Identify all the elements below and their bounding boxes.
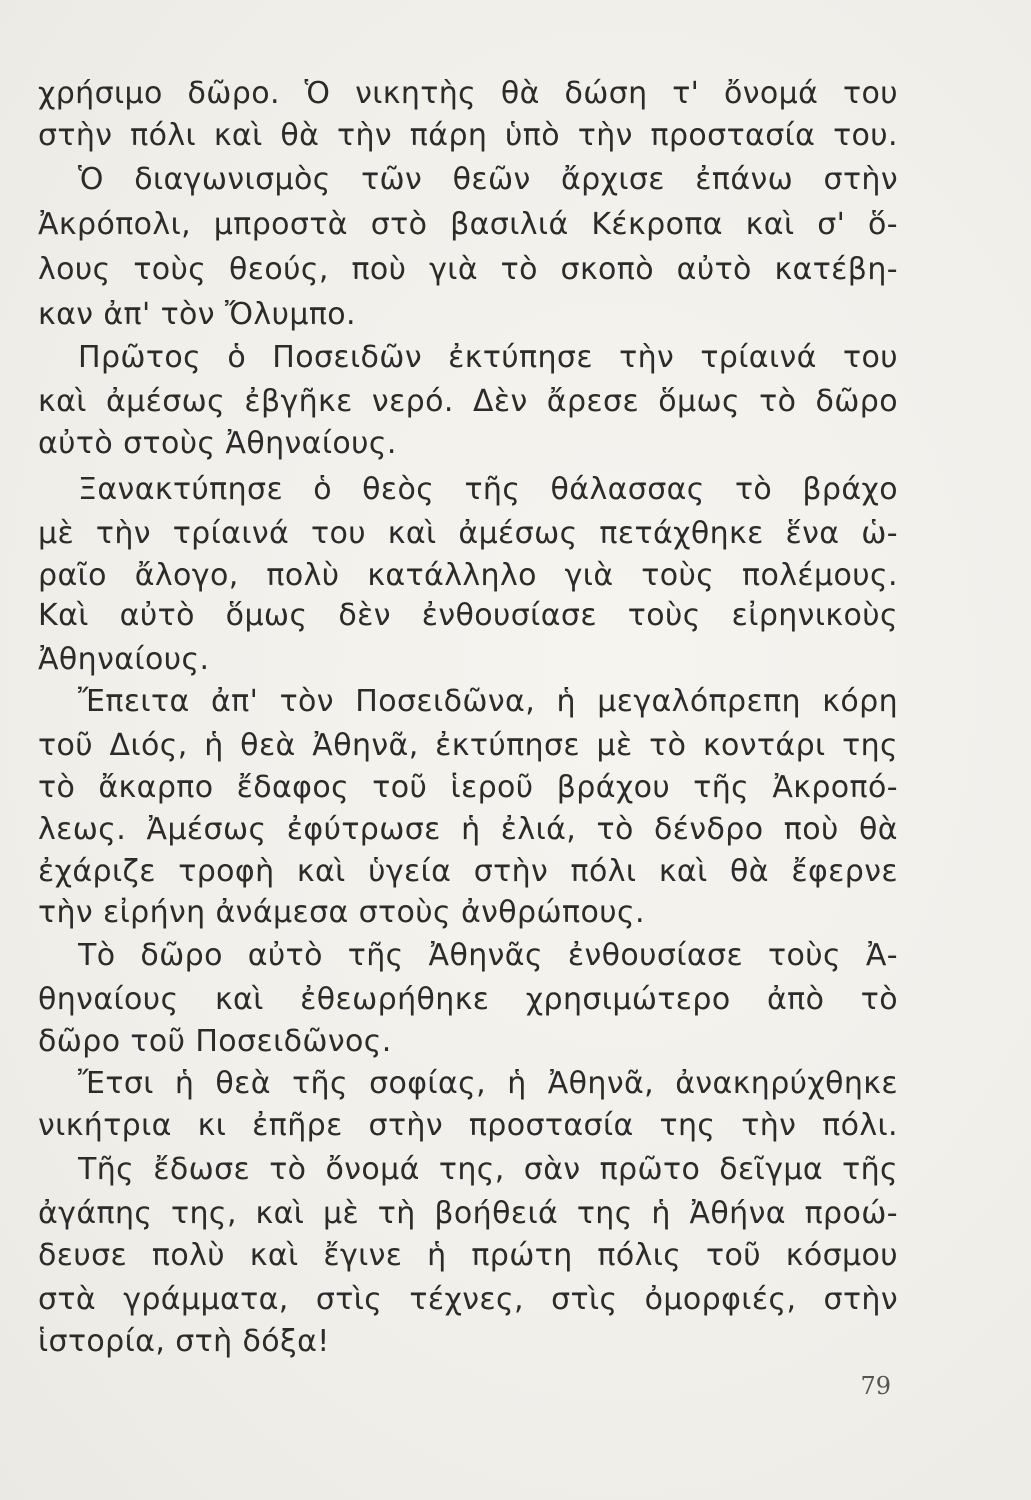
text-line: ἀγάπης της, καὶ μὲ τὴ βοήθειά της ἡ Ἀθήνα προώ- (38, 1196, 898, 1231)
text-line: Ἔτσι ἡ θεὰ τῆς σοφίας, ἡ Ἀθηνᾶ, ἀνακηρύχθηκε (78, 1066, 898, 1101)
text-line: καν ἀπ' τὸν Ὄλυμπο. (38, 297, 356, 332)
text-line: Πρῶτος ὁ Ποσειδῶν ἐκτύπησε τὴν τρίαινά του (78, 340, 898, 375)
page-number: 79 (860, 1372, 891, 1400)
text-line: Καὶ αὐτὸ ὅμως δὲν ἐνθουσίασε τοὺς εἰρηνικοὺς (38, 598, 898, 633)
text-line: ἱστορία, στὴ δόξα! (38, 1324, 330, 1359)
text-line: Τὸ δῶρο αὐτὸ τῆς Ἀθηνᾶς ἐνθουσίασε τοὺς Ἀ- (78, 938, 898, 973)
text-line: Ἔπειτα ἀπ' τὸν Ποσειδῶνα, ἡ μεγαλόπρεπη κόρη (78, 684, 898, 719)
text-line: Τῆς ἔδωσε τὸ ὄνομά της, σὰν πρῶτο δεῖγμα τῆς (78, 1152, 898, 1187)
text-line: δευσε πολὺ καὶ ἔγινε ἡ πρώτη πόλις τοῦ κόσμου (38, 1238, 898, 1273)
text-line: τὴν εἰρήνη ἀνάμεσα στοὺς ἀνθρώπους. (38, 895, 645, 930)
text-line: μὲ τὴν τρίαινά του καὶ ἀμέσως πετάχθηκε ἕνα ὡ- (38, 516, 898, 551)
text-line: αὐτὸ στοὺς Ἀθηναίους. (38, 426, 397, 461)
text-line: Ἀθηναίους. (38, 642, 210, 677)
text-line: ἐχάριζε τροφὴ καὶ ὑγεία στὴν πόλι καὶ θὰ ἔφερνε (38, 854, 898, 889)
text-line: χρήσιμο δῶρο. Ὁ νικητὴς θὰ δώση τ' ὄνομά του (38, 76, 898, 111)
text-line: δῶρο τοῦ Ποσειδῶνος. (38, 1024, 392, 1059)
text-line: στὰ γράμματα, στὶς τέχνες, στὶς ὀμορφιές, στὴν (38, 1282, 898, 1317)
text-line: θηναίους καὶ ἐθεωρήθηκε χρησιμώτερο ἀπὸ τὸ (38, 982, 898, 1017)
text-line: τὸ ἄκαρπο ἔδαφος τοῦ ἱεροῦ βράχου τῆς Ἀκροπό- (38, 770, 898, 805)
text-line: τοῦ Διός, ἡ θεὰ Ἀθηνᾶ, ἐκτύπησε μὲ τὸ κοντάρι της (38, 728, 898, 763)
text-line: λεως. Ἀμέσως ἐφύτρωσε ἡ ἐλιά, τὸ δένδρο ποὺ θὰ (38, 812, 898, 847)
text-line: Ξανακτύπησε ὁ θεὸς τῆς θάλασσας τὸ βράχο (78, 472, 898, 507)
text-line: καὶ ἀμέσως ἐβγῆκε νερό. Δὲν ἄρεσε ὅμως τὸ δῶρο (38, 384, 898, 419)
text-line: Ὁ διαγωνισμὸς τῶν θεῶν ἄρχισε ἐπάνω στὴν (78, 162, 898, 197)
text-line: νικήτρια κι ἐπῆρε στὴν προστασία της τὴν πόλι. (38, 1108, 898, 1143)
text-line: λους τοὺς θεούς, ποὺ γιὰ τὸ σκοπὸ αὐτὸ κατέβη- (38, 252, 898, 287)
text-line: Ἀκρόπολι, μπροστὰ στὸ βασιλιά Κέκροπα καὶ σ' ὅ- (38, 207, 898, 242)
text-line: ραῖο ἄλογο, πολὺ κατάλληλο γιὰ τοὺς πολέμους. (38, 558, 898, 593)
text-line: στὴν πόλι καὶ θὰ τὴν πάρη ὑπὸ τὴν προστασία του. (38, 118, 898, 153)
